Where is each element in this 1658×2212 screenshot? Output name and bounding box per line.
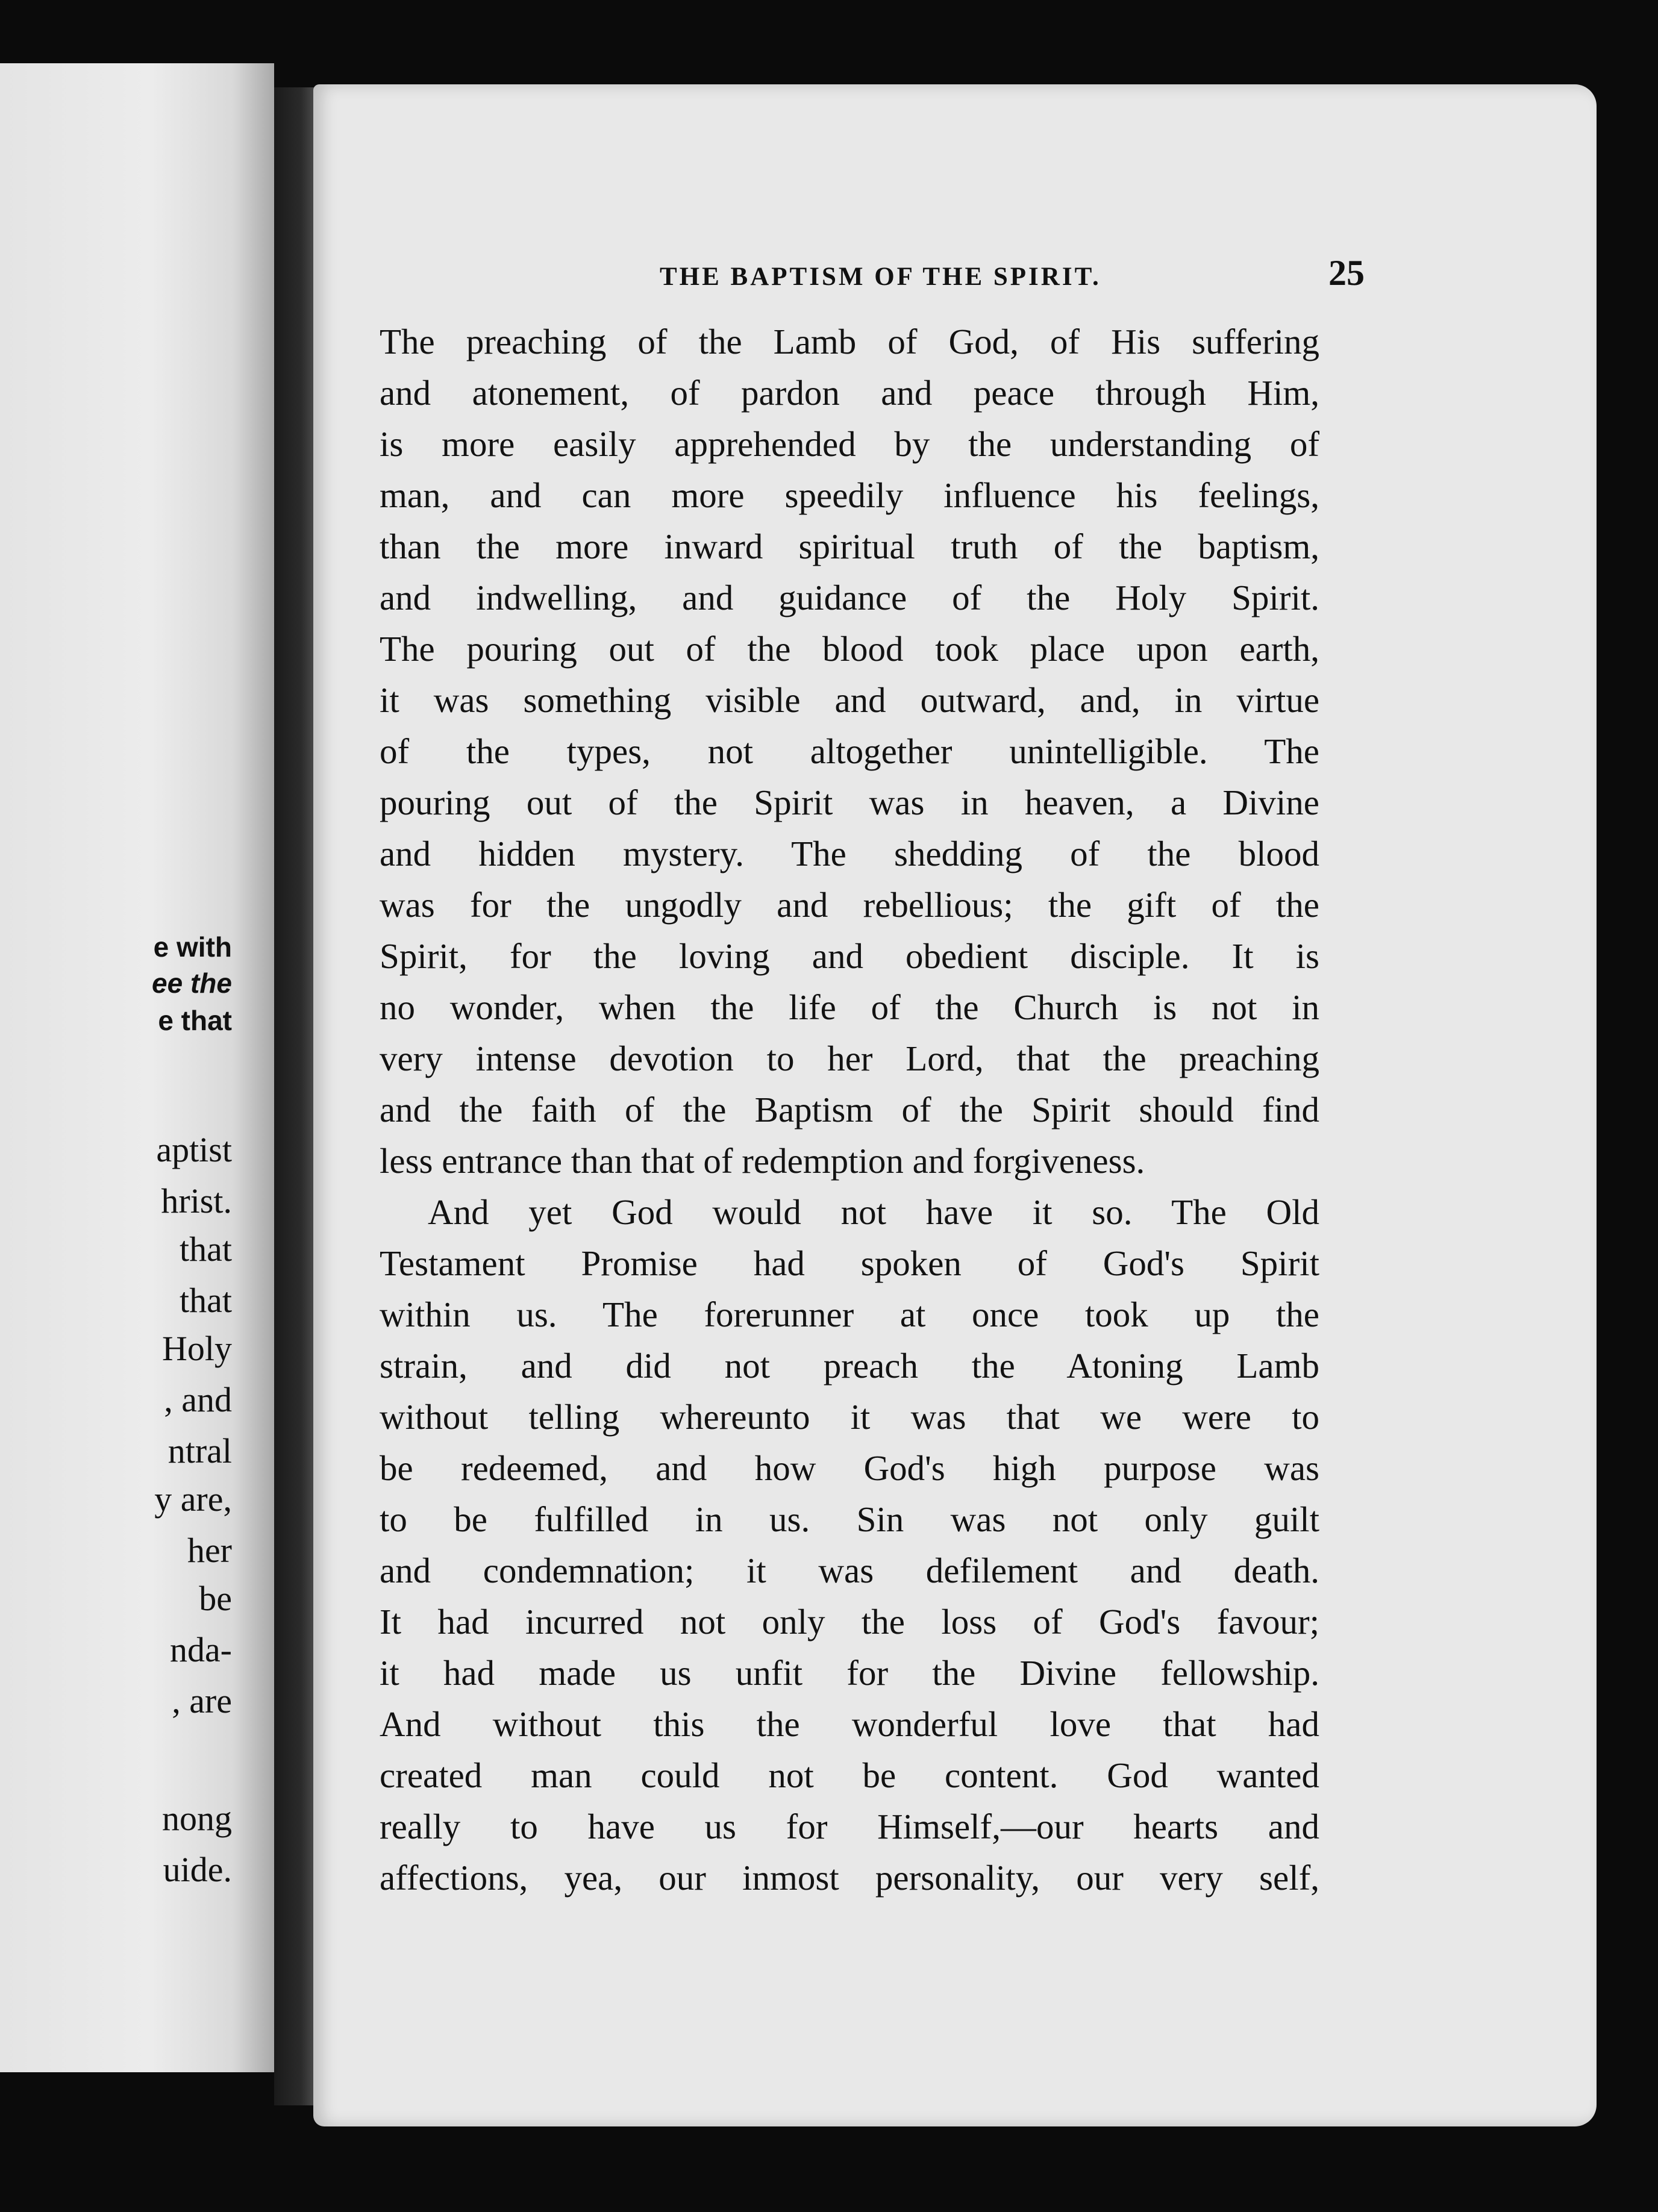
- text-line: be redeemed, and how God's high purpose was: [380, 1448, 1319, 1488]
- book-page: [313, 84, 1597, 2126]
- facing-page-line: that: [180, 1229, 232, 1269]
- facing-page-line: e that: [158, 1005, 232, 1036]
- facing-page-line: e with: [153, 931, 232, 963]
- paragraph: [380, 316, 1319, 1187]
- facing-page-line: nong: [162, 1799, 232, 1838]
- facing-page-line: be: [199, 1579, 232, 1618]
- text-line: and the faith of the Baptism of the Spirit should find: [380, 1090, 1319, 1129]
- page-body: [380, 316, 1319, 1904]
- text-line: strain, and did not preach the Atoning Lamb: [380, 1346, 1319, 1386]
- text-line: to be fulfilled in us. Sin was not only guilt: [380, 1499, 1319, 1539]
- text-line: And yet God would not have it so. The Old: [428, 1192, 1319, 1232]
- text-line: Spirit, for the loving and obedient disciple. It is: [380, 936, 1319, 976]
- text-line: and indwelling, and guidance of the Holy Spirit.: [380, 578, 1319, 617]
- text-line: very intense devotion to her Lord, that the preaching: [380, 1039, 1319, 1078]
- facing-page-line: [152, 967, 232, 999]
- facing-page-line: uide.: [163, 1850, 232, 1889]
- running-title: THE BAPTISM OF THE SPIRIT.: [660, 263, 1101, 291]
- text-line: And without this the wonderful love that had: [380, 1704, 1319, 1744]
- text-line: and atonement, of pardon and peace through Him,: [380, 373, 1319, 413]
- text-line: The preaching of the Lamb of God, of His suffering: [380, 322, 1319, 361]
- facing-page-line: aptist: [156, 1130, 232, 1169]
- facing-page-line: , and: [164, 1380, 232, 1419]
- text-line: The pouring out of the blood took place upon earth,: [380, 629, 1319, 669]
- facing-page-line: that: [180, 1281, 232, 1320]
- facing-page-fragment: [0, 63, 274, 2072]
- text-line: less entrance than that of redemption and forgiveness.: [380, 1141, 1145, 1181]
- book-gutter: [274, 87, 319, 2105]
- facing-page-line: y are,: [154, 1479, 232, 1519]
- facing-page-line: nda-: [169, 1630, 232, 1669]
- running-header: [313, 250, 1597, 298]
- page-number: 25: [1328, 253, 1365, 293]
- text-line: Testament Promise had spoken of God's Spirit: [380, 1243, 1319, 1283]
- text-line: within us. The forerunner at once took up the: [380, 1295, 1319, 1334]
- text-line: of the types, not altogether unintelligible. The: [380, 731, 1319, 771]
- text-line: without telling whereunto it was that we were to: [380, 1397, 1319, 1437]
- text-line: affections, yea, our inmost personality, our very self,: [380, 1858, 1319, 1898]
- text-line: really to have us for Himself,—our hearts and: [380, 1807, 1319, 1846]
- text-line: no wonder, when the life of the Church is not in: [380, 987, 1319, 1027]
- facing-page-italic-text: ee the: [152, 967, 232, 999]
- text-line: and condemnation; it was defilement and death.: [380, 1551, 1319, 1590]
- text-line: it had made us unfit for the Divine fellowship.: [380, 1653, 1319, 1693]
- facing-page-line: hrist.: [161, 1181, 232, 1220]
- text-line: is more easily apprehended by the understanding of: [380, 424, 1319, 464]
- facing-page-line: , are: [172, 1681, 232, 1720]
- text-line: man, and can more speedily influence his feelings,: [380, 475, 1319, 515]
- text-line: pouring out of the Spirit was in heaven, a Divine: [380, 783, 1319, 822]
- facing-page-line: ntral: [167, 1431, 232, 1470]
- text-line: created man could not be content. God wanted: [380, 1755, 1319, 1795]
- text-line: and hidden mystery. The shedding of the blood: [380, 834, 1319, 873]
- text-line: it was something visible and outward, and, in virtue: [380, 680, 1319, 720]
- facing-page-line: Holy: [162, 1329, 232, 1368]
- text-line: It had incurred not only the loss of God's favour;: [380, 1602, 1319, 1642]
- text-line: was for the ungodly and rebellious; the gift of the: [380, 885, 1319, 925]
- text-line: than the more inward spiritual truth of the baptism,: [380, 526, 1319, 566]
- facing-page-line: her: [187, 1531, 232, 1570]
- paragraph: [380, 1187, 1319, 1904]
